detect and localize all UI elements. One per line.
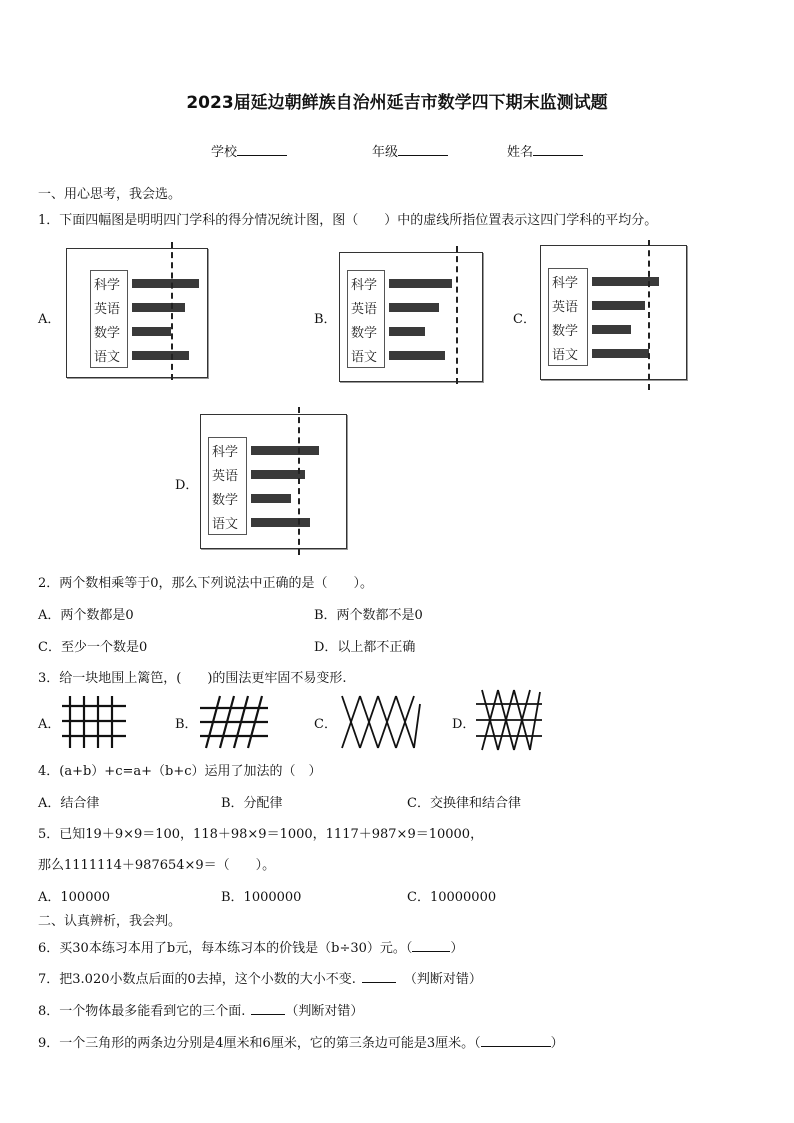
- q5-text-2: 那么1111114＋987654×9＝（ ）。: [38, 858, 276, 873]
- chart-d-bar-science: [251, 446, 319, 455]
- grade-label: 年级: [372, 145, 399, 160]
- chart-c-bar-english: [592, 301, 645, 310]
- chart-c-bar-math: [592, 325, 631, 334]
- chart-d-subject-science: 科学: [212, 445, 239, 460]
- q2-option-a[interactable]: A．两个数都是0: [38, 608, 134, 623]
- q1-option-c-label[interactable]: C．: [513, 312, 536, 327]
- fence-diagonal-cross[interactable]: [342, 696, 420, 748]
- q6-tail: ）: [450, 941, 464, 956]
- chart-c-subject-english: 英语: [552, 300, 579, 315]
- q7-tail: （判断对错）: [403, 972, 482, 987]
- chart-b-bar-math: [389, 327, 425, 336]
- chart-d-subject-chinese: 语文: [212, 517, 239, 532]
- q9-text: 9．一个三角形的两条边分别是4厘米和6厘米，它的第三条边可能是3厘米。（: [38, 1036, 481, 1051]
- q4-option-b[interactable]: B．分配律: [221, 796, 283, 811]
- name-label: 姓名: [507, 145, 534, 160]
- page-title: 2023届延边朝鲜族自治州延吉市数学四下期末监测试题: [186, 93, 608, 113]
- q8-text: 8．一个物体最多能看到它的三个面.: [38, 1004, 246, 1019]
- chart-c-subject-chinese: 语文: [552, 348, 579, 363]
- q6-text: 6．买30本练习本用了b元，每本练习本的价钱是（b÷30）元。（: [38, 941, 413, 956]
- q3-option-d-label[interactable]: D．: [452, 717, 476, 732]
- school-field[interactable]: [211, 141, 287, 160]
- q8-row: [38, 1000, 363, 1019]
- q1-text: 1．下面四幅图是明明四门学科的得分情况统计图，图（ ）中的虚线所指位置表示这四门学科的平均分。: [38, 213, 658, 228]
- chart-a-average-line: [171, 242, 173, 380]
- fence-triangle[interactable]: [476, 690, 544, 750]
- q7-text: 7．把3.020小数点后面的0去掉，这个小数的大小不变.: [38, 972, 356, 987]
- q6-answer-blank[interactable]: [412, 938, 450, 952]
- q7-row: [38, 968, 482, 987]
- fence-square-grid[interactable]: [62, 696, 128, 748]
- q1-option-a-label[interactable]: A．: [38, 312, 61, 327]
- chart-a-bar-chinese: [132, 351, 189, 360]
- q6-row: [38, 937, 463, 956]
- chart-c-average-line: [648, 240, 650, 390]
- q3-option-a-label[interactable]: A．: [38, 717, 61, 732]
- q9-answer-blank[interactable]: [481, 1033, 551, 1047]
- q3-option-c-label[interactable]: C．: [314, 717, 337, 732]
- chart-b-subject-science: 科学: [351, 278, 378, 293]
- chart-d-bar-math: [251, 494, 291, 503]
- chart-c-bar-chinese: [592, 349, 649, 358]
- section-1-heading: 一、用心思考，我会选。: [38, 187, 182, 202]
- chart-b-bar-chinese: [389, 351, 445, 360]
- q2-text: 2．两个数相乘等于0，那么下列说法中正确的是（ ）。: [38, 576, 374, 591]
- chart-a-bar-science: [132, 279, 199, 288]
- chart-b-subject-english: 英语: [351, 302, 378, 317]
- q8-tail: （判断对错）: [285, 1004, 364, 1019]
- chart-c-subject-science: 科学: [552, 276, 579, 291]
- q5-text: 5．已知19＋9×9＝100，118＋98×9＝1000，1117＋987×9＝10000，: [38, 827, 484, 842]
- chart-d-bar-english: [251, 470, 305, 479]
- q8-answer-blank[interactable]: [251, 1001, 285, 1015]
- chart-d-bar-chinese: [251, 518, 310, 527]
- q4-text: 4．(a+b）+c=a+（b+c）运用了加法的（ ）: [38, 764, 322, 779]
- chart-a-bar-english: [132, 303, 185, 312]
- q5-option-a[interactable]: A．100000: [38, 890, 111, 905]
- chart-d-subject-math: 数学: [212, 493, 239, 508]
- q1-option-d-label[interactable]: D．: [175, 478, 199, 493]
- chart-d-subject-english: 英语: [212, 469, 239, 484]
- chart-a-subject-math: 数学: [94, 326, 121, 341]
- q2-option-c[interactable]: C．至少一个数是0: [38, 640, 148, 655]
- q4-option-c[interactable]: C．交换律和结合律: [407, 796, 521, 811]
- chart-b-subject-math: 数学: [351, 326, 378, 341]
- q2-option-b[interactable]: B．两个数都不是0: [314, 608, 423, 623]
- chart-b-average-line: [456, 246, 458, 384]
- q9-tail: ）: [550, 1036, 564, 1051]
- q1-option-b-label[interactable]: B．: [314, 312, 337, 327]
- q7-answer-blank[interactable]: [362, 969, 396, 983]
- chart-a-bar-math: [132, 327, 171, 336]
- chart-b-bar-english: [389, 303, 439, 312]
- q2-option-d[interactable]: D．以上都不正确: [314, 640, 416, 655]
- chart-d-average-line: [298, 407, 300, 555]
- q4-option-a[interactable]: A．结合律: [38, 796, 100, 811]
- q3-option-b-label[interactable]: B．: [175, 717, 198, 732]
- chart-c-subject-math: 数学: [552, 324, 579, 339]
- section-2-heading: 二、认真辨析，我会判。: [38, 914, 182, 929]
- name-field[interactable]: [507, 141, 583, 160]
- fence-parallelogram[interactable]: [200, 696, 270, 748]
- chart-b-bar-science: [389, 279, 452, 288]
- chart-a-subject-english: 英语: [94, 302, 121, 317]
- chart-a-subject-chinese: 语文: [94, 350, 121, 365]
- chart-b-subject-chinese: 语文: [351, 350, 378, 365]
- chart-a-subject-science: 科学: [94, 278, 121, 293]
- q9-row: [38, 1032, 564, 1051]
- q3-text: 3．给一块地围上篱笆，( )的围法更牢固不易变形.: [38, 671, 347, 686]
- q5-option-b[interactable]: B．1000000: [221, 890, 302, 905]
- school-label: 学校: [211, 145, 238, 160]
- q5-option-c[interactable]: C．10000000: [407, 890, 497, 905]
- grade-field[interactable]: [372, 141, 448, 160]
